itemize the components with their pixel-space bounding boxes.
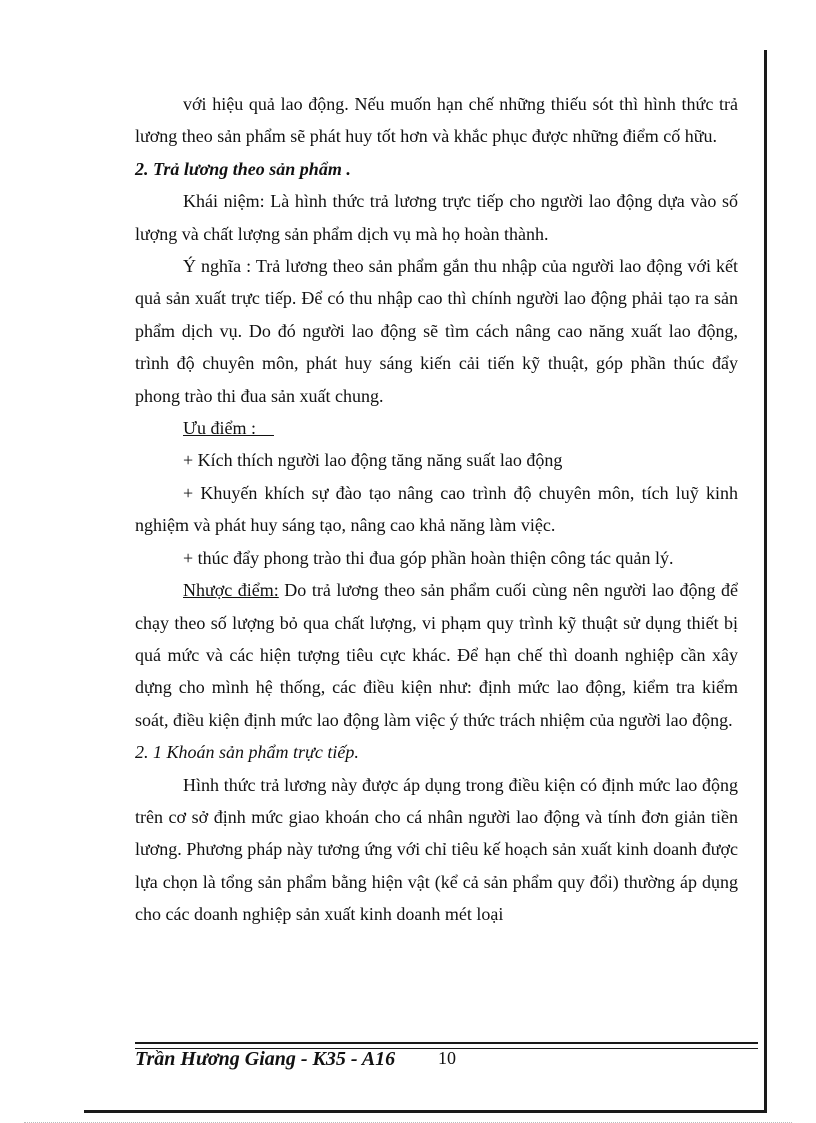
section-heading-2: 2. Trả lương theo sản phẩm .	[135, 158, 351, 179]
document-body	[135, 88, 738, 931]
page-number: 10	[438, 1048, 456, 1068]
advantage-item-2: + Khuyến khích sự đào tạo nâng cao trình độ chuyên môn, tích luỹ kinh nghiệm và phát huy sáng tạo, nâng cao khả năng làm việc.	[135, 482, 738, 536]
advantages-label-line	[135, 412, 738, 444]
advantage-item-3: + thúc đẩy phong trào thi đua góp phần hoàn thiện công tác quản lý.	[183, 547, 674, 568]
footer-author: Trần Hương Giang - K35 - A16	[135, 1048, 396, 1070]
page-footer	[135, 1048, 758, 1078]
paragraph-direct-piecework: Hình thức trả lương này được áp dụng trong điều kiện có định mức lao động trên cơ sở định mức giao khoán cho cá nhân người lao động và tính đơn giản tiền lương. Phương pháp này tương ứng với chỉ tiêu kế hoạch sản xuất kinh doanh được lựa chọn là tổng sản phẩm bằng hiện vật (kể cả sản phẩm quy đổi) thường áp dụng cho các doanh nghiệp sản xuất kinh doanh mét loại	[135, 774, 738, 925]
paragraph-meaning: Ý nghĩa : Trả lương theo sản phẩm gắn thu nhập của người lao động với kết quả sản xuất trực tiếp. Để có thu nhập cao thì chính người lao động phải tạo ra sản phẩm dịch vụ. Do đó người lao động sẽ tìm cách nâng cao năng xuất lao động, trình độ chuyên môn, phát huy sáng kiến cải tiến kỹ thuật, góp phần thúc đẩy phong trào thi đua sản xuất chung.	[135, 256, 738, 406]
paragraph-disadvantages	[135, 574, 738, 736]
advantage-item-1: + Kích thích người lao động tăng năng suất lao động	[183, 450, 563, 471]
disadvantages-text: Do trả lương theo sản phẩm cuối cùng nên người lao động để chạy theo số lượng bỏ qua chất lượng, vi phạm quy trình kỹ thuật sử dụng thiết bị quá mức và các hiện tượng tiêu cực khác. Để hạn chế thì doanh nghiệp cần xây dựng cho mình hệ thống, các điều kiện như: định mức lao động, kiểm tra kiểm soát, điều kiện định mức lao động làm việc ý thức trách nhiệm của người lao động.	[135, 580, 738, 730]
paragraph-concept: Khái niệm: Là hình thức trả lương trực tiếp cho người lao động dựa vào số lượng và chất lượng sản phẩm dịch vụ mà họ hoàn thành.	[135, 191, 738, 244]
paragraph-intro-continuation: với hiệu quả lao động. Nếu muốn hạn chế những thiếu sót thì hình thức trả lương theo sản phẩm sẽ phát huy tốt hơn và khắc phục được những điểm cố hữu.	[135, 94, 738, 147]
disadvantages-label: Nhược điểm:	[183, 580, 279, 601]
subsection-heading-2-1: 2. 1 Khoán sản phẩm trực tiếp.	[135, 742, 359, 763]
advantages-label: Ưu điểm :	[183, 418, 274, 439]
